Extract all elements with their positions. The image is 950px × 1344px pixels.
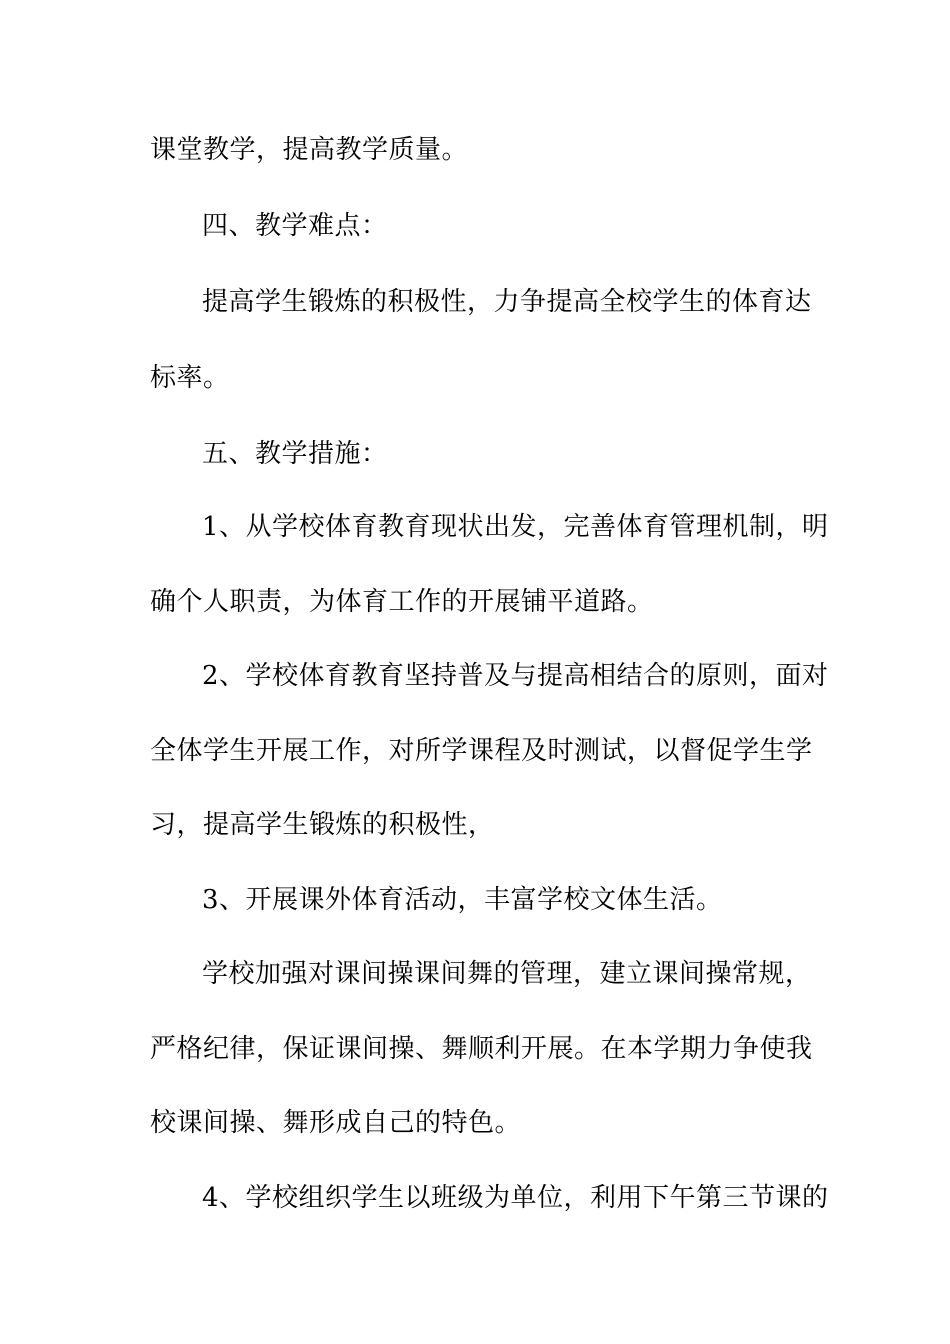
text-line: 严格纪律，保证课间操、舞顺利开展。在本学期力争使我 [150,1034,813,1064]
section-heading: 五、教学措施： [202,439,388,469]
text-line: 课堂教学，提高教学质量。 [150,135,469,165]
text-line: 1、从学校体育教育现状出发，完善体育管理机制，明 [202,512,829,542]
text-line: 全体学生开展工作，对所学课程及时测试，以督促学生学 [150,736,813,766]
text-line: 校课间操、舞形成自己的特色。 [150,1108,522,1138]
section-heading: 四、教学难点： [202,211,388,241]
text-line: 提高学生锻炼的积极性，力争提高全校学生的体育达 [202,287,812,317]
text-line: 标率。 [150,363,230,393]
text-line: 4、学校组织学生以班级为单位，利用下午第三节课的 [202,1183,829,1213]
text-line: 3、开展课外体育活动，丰富学校文体生活。 [202,885,723,915]
text-line: 习，提高学生锻炼的积极性， [150,810,495,840]
text-line: 学校加强对课间操课间舞的管理，建立课间操常规， [202,959,812,989]
text-line: 2、学校体育教育坚持普及与提高相结合的原则，面对 [202,661,829,691]
text-line: 确个人职责，为体育工作的开展铺平道路。 [150,587,654,617]
